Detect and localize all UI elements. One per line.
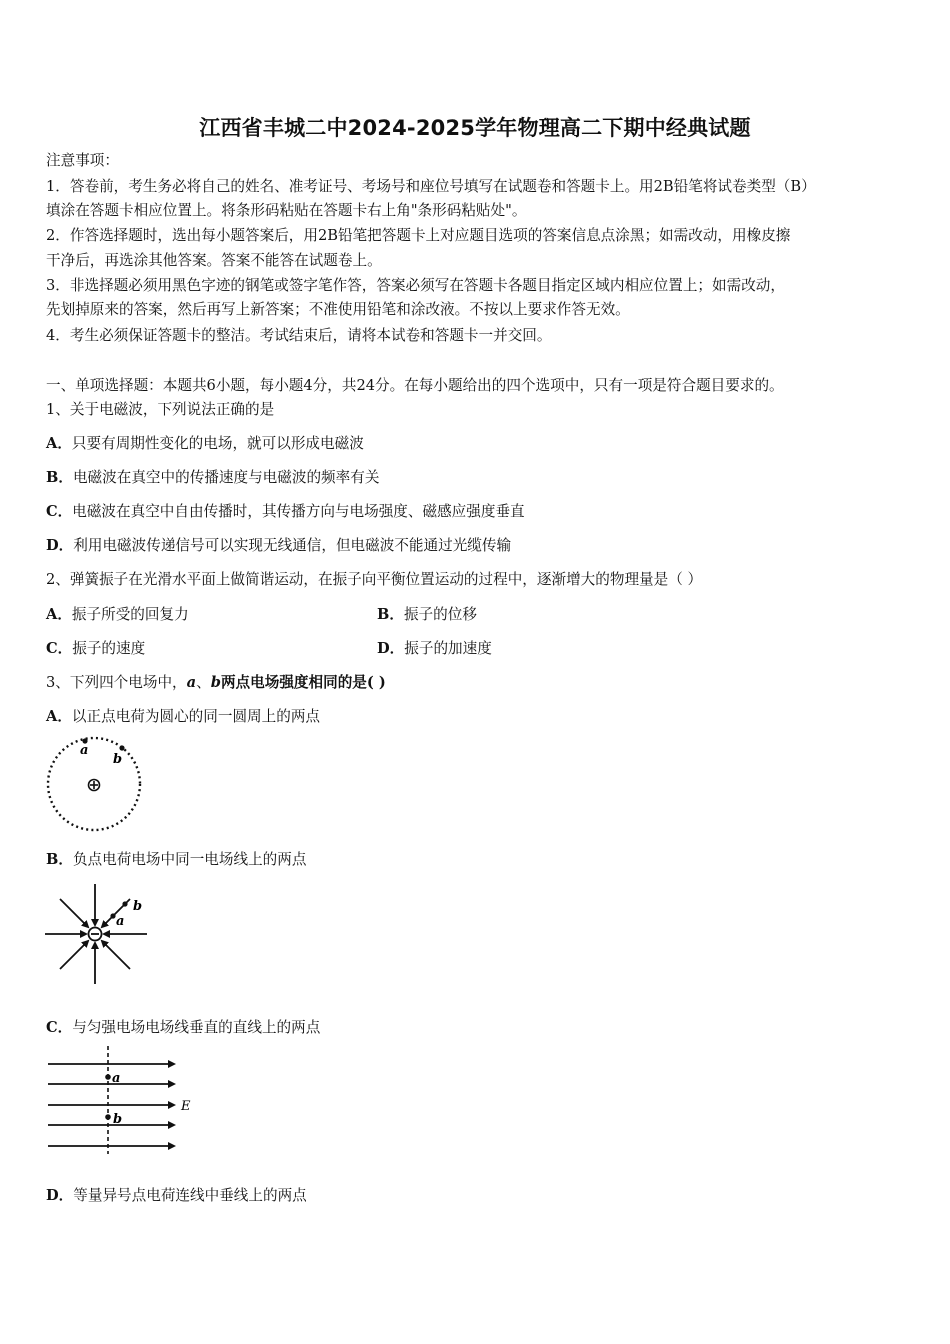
stem-suffix: 两点电场强度相同的是( ) [220, 674, 386, 691]
option-text: 电磁波在真空中自由传播时，其传播方向与电场强度、磁感应强度垂直 [72, 503, 525, 520]
section-heading: 一、单项选择题：本题共6小题，每小题4分，共24分。在每小题给出的四个选项中，只有一项是符合题目要求的。 [46, 377, 784, 394]
option-key: B． [377, 606, 404, 623]
question-2-stem: 2、弹簧振子在光滑水平面上做简谐运动，在振子向平衡位置运动的过程中，逐渐增大的物理量是（ ） [46, 571, 703, 588]
page-title: 江西省丰城二中2024-2025学年物理高二下期中经典试题 [199, 116, 751, 140]
stem-prefix: 3、下列四个电场中， [46, 674, 187, 691]
notice-line: 干净后，再选涂其他答案。答案不能答在试题卷上。 [46, 252, 382, 269]
point-b-label: b [210, 674, 221, 691]
q3-option-b [46, 850, 306, 870]
question-1-stem: 1、关于电磁波，下列说法正确的是 [46, 401, 275, 418]
option-key: C． [46, 1019, 73, 1036]
notice-heading: 注意事项： [46, 152, 119, 169]
option-key: D． [46, 537, 74, 554]
q3-option-c [46, 1018, 320, 1038]
option-key: B． [46, 851, 73, 868]
option-text: 振子的加速度 [404, 640, 492, 657]
notice-line: 2．作答选择题时，选出每小题答案后，用2B铅笔把答题卡上对应题目选项的答案信息点涂黑；如需改动，用橡皮擦 [46, 227, 791, 244]
option-key: B． [46, 469, 73, 486]
option-key: D． [377, 640, 405, 657]
fig-c-label-a: a [112, 1071, 121, 1086]
q1-option-b [46, 468, 379, 488]
notice-line: 填涂在答题卡相应位置上。将条形码粘贴在答题卡右上角"条形码粘贴处"。 [46, 202, 527, 219]
option-text: 利用电磁波传递信号可以实现无线通信，但电磁波不能通过光缆传输 [73, 537, 512, 554]
fig-a-label-a: a [80, 743, 89, 758]
question-3-stem [46, 673, 386, 693]
option-key: A． [46, 606, 72, 623]
option-text: 振子的位移 [403, 606, 477, 623]
q3-option-a [46, 707, 320, 727]
option-text: 只要有周期性变化的电场，就可以形成电磁波 [71, 435, 364, 452]
notice-line: 4．考生必须保证答题卡的整洁。考试结束后，请将本试卷和答题卡一并交回。 [46, 327, 552, 344]
q2-option-a [46, 605, 189, 625]
q2-option-b [377, 605, 477, 625]
option-text: 振子所受的回复力 [71, 606, 189, 623]
fig-b-label-b: b [133, 899, 143, 914]
q2-option-d [377, 639, 492, 659]
q2-option-c [46, 639, 145, 659]
point-a-label: a [186, 674, 197, 691]
notice-line: 3．非选择题必须用黑色字迹的钢笔或签字笔作答，答案必须写在答题卡各题目指定区域内相应位置上；如需改动， [46, 277, 785, 294]
figure-a-positive-charge-circle [42, 734, 152, 834]
option-text: 与匀强电场电场线垂直的直线上的两点 [72, 1019, 321, 1036]
option-key: C． [46, 640, 73, 657]
option-key: D． [46, 1187, 74, 1204]
option-text: 以正点电荷为圆心的同一圆周上的两点 [71, 708, 321, 725]
option-key: A． [46, 708, 72, 725]
figure-c-uniform-field [46, 1046, 206, 1156]
q1-option-a [46, 434, 364, 454]
option-text: 振子的速度 [72, 640, 146, 657]
stem-separator: 、 [196, 674, 211, 691]
option-key: C． [46, 503, 73, 520]
fig-c-label-e: E [181, 1099, 191, 1114]
q1-option-d [46, 536, 511, 556]
option-key: A． [46, 435, 72, 452]
option-text: 电磁波在真空中的传播速度与电磁波的频率有关 [72, 469, 380, 486]
fig-b-label-a: a [116, 914, 125, 929]
q1-option-c [46, 502, 525, 522]
option-text: 负点电荷电场中同一电场线上的两点 [72, 851, 307, 868]
q3-option-d [46, 1186, 307, 1206]
notice-line: 先划掉原来的答案，然后再写上新答案；不准使用铅笔和涂改液。不按以上要求作答无效。 [46, 301, 630, 318]
option-text: 等量异号点电荷连线中垂线上的两点 [73, 1187, 307, 1204]
figure-b-negative-charge-field [42, 884, 152, 984]
notice-line: 1．答卷前，考生务必将自己的姓名、准考证号、考场号和座位号填写在试题卷和答题卡上。用2B铅笔将试卷类型（B） [46, 178, 816, 195]
fig-a-label-b: b [113, 752, 123, 767]
fig-c-label-b: b [113, 1112, 123, 1127]
